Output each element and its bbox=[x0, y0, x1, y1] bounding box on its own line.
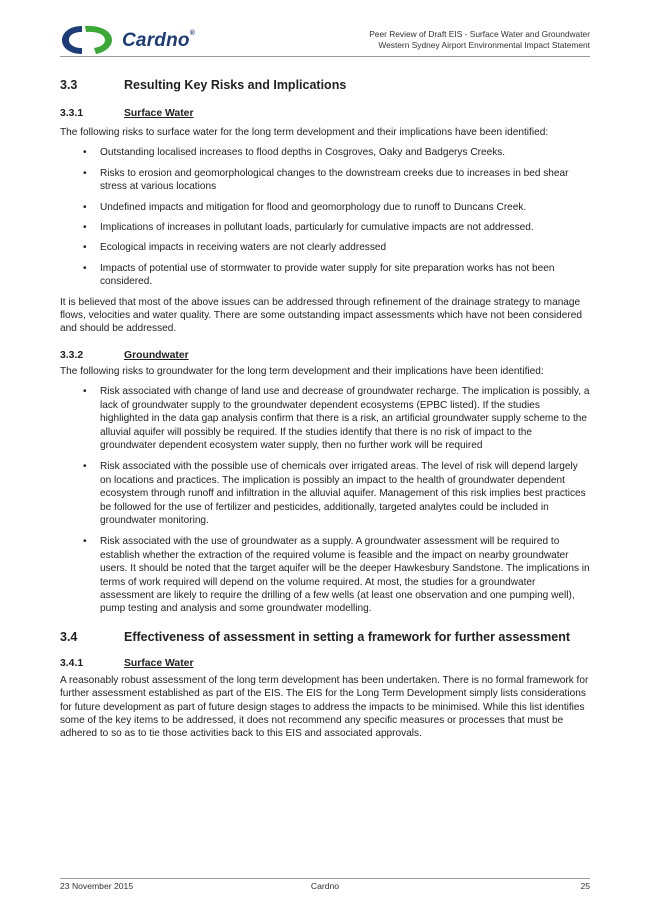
section-title: Resulting Key Risks and Implications bbox=[124, 78, 347, 92]
bullet-icon: • bbox=[83, 386, 87, 398]
subsection-number: 3.3.1 bbox=[60, 108, 84, 119]
paragraph: A reasonably robust assessment of the long term development has been undertaken. There is no formal framework for further assessment established as part of the EIS. The EIS for the Long Term Development simply lists considerations for future development as part of future design stages to address the impacts to be minimised. While this list identifies some of the key items to be addressed, it does not recommend any specific measures or processes that must be adhered to so as to tie those activities back to this EIS and associated approvals. bbox=[60, 674, 589, 740]
cardno-logo bbox=[60, 22, 220, 58]
subsection-title: Groundwater bbox=[124, 349, 189, 361]
section-title: Effectiveness of assessment in setting a framework for further assessment bbox=[124, 629, 570, 644]
bullet-icon: • bbox=[83, 461, 87, 473]
header-rule bbox=[60, 56, 590, 57]
bullet-icon: • bbox=[83, 536, 87, 548]
subsection-number: 3.3.2 bbox=[60, 349, 84, 361]
page-content bbox=[60, 72, 590, 741]
paragraph: It is believed that most of the above issues can be addressed through refinement of the drainage strategy to manage flows, velocities and water quality. There are some outstanding impact assessments which have not been considered and should be addressed. bbox=[60, 296, 582, 335]
bullet-icon: • bbox=[83, 242, 87, 254]
list-item: • Implications of increases in pollutant loads, particularly for cumulative impacts are not addressed. bbox=[83, 222, 534, 234]
subsection-title: Surface Water bbox=[124, 657, 194, 669]
bullet-list bbox=[60, 385, 590, 616]
subsection-heading bbox=[60, 657, 590, 671]
subsection-number: 3.4.1 bbox=[60, 657, 84, 669]
list-item: • Undefined impacts and mitigation for flood and geomorphology due to runoff to Duncans Creek. bbox=[83, 201, 527, 213]
list-item: • Risk associated with change of land use and decrease of groundwater recharge. The implication is possibly, a lack of groundwater supply to the groundwater dependent ecosystems (EPBC listed). If the studies highlighted in the data gap analysis confirm that there is a risk, an artificial groundwater supply scheme to the alluvial aquifer will possibly be required. If the studies identify that there is no risk of impact to the groundwater dependent ecosystem water supply, then no further work will be required bbox=[83, 386, 590, 451]
footer-company: Cardno bbox=[310, 881, 340, 891]
page-footer bbox=[60, 881, 590, 893]
footer-rule bbox=[60, 878, 590, 879]
paragraph: The following risks to surface water for the long term development and their implications have been identified: bbox=[60, 127, 549, 138]
list-item: • Risk associated with the use of groundwater as a supply. A groundwater assessment will be required to establish whether the extraction of the required volume is feasible and the impact on nearby groundwater users. It should be noted that the target aquifer will be the deeper Hawkesbury Sandstone. The implications in terms of work required will depend on the volume required. At most, the studies for a groundwater assessment are likely to require the drilling of a few wells (at least one observation and one pumping well), pump testing and analysis and some groundwater modelling. bbox=[83, 536, 590, 615]
bullet-icon: • bbox=[83, 201, 87, 213]
bullet-icon: • bbox=[83, 222, 87, 234]
bullet-icon: • bbox=[83, 262, 87, 274]
cardno-swoosh-icon bbox=[60, 22, 116, 58]
page-number: 25 bbox=[580, 881, 590, 891]
header-title-line1: Peer Review of Draft EIS - Surface Water and Groundwater bbox=[369, 29, 590, 39]
list-item: • Risks to erosion and geomorphological changes to the downstream creeks due to increases in bed shear stress at various locations bbox=[83, 167, 569, 193]
bullet-icon: • bbox=[83, 147, 87, 159]
section-heading bbox=[60, 77, 590, 93]
section-number: 3.4 bbox=[60, 629, 78, 644]
page-header bbox=[60, 20, 590, 64]
list-item: • Outstanding localised increases to flood depths in Cosgroves, Oaky and Badgerys Creeks. bbox=[83, 147, 506, 159]
subsection-heading bbox=[60, 349, 590, 363]
subsection-title: Surface Water bbox=[124, 108, 194, 119]
subsection-heading bbox=[60, 107, 590, 121]
section-heading bbox=[60, 629, 590, 645]
paragraph: The following risks to groundwater for the long term development and their implications have been identified: bbox=[60, 365, 544, 377]
section-number: 3.3 bbox=[60, 78, 78, 92]
footer-date: 23 November 2015 bbox=[60, 881, 134, 891]
bullet-list bbox=[60, 146, 590, 288]
list-item: • Impacts of potential use of stormwater to provide water supply for site preparation works has not been considered. bbox=[83, 262, 555, 288]
bullet-icon: • bbox=[83, 167, 87, 179]
logo-wordmark: Cardno® bbox=[122, 30, 196, 51]
list-item: • Ecological impacts in receiving waters are not clearly addressed bbox=[83, 242, 387, 254]
list-item: • Risk associated with the possible use of chemicals over irrigated areas. The level of risk will depend largely on locations and practices. The implication is possibly an impact to the health of groundwater dependent ecosystem through runoff and infiltration in the alluvial aquifer. Management of this risk implies best practices be followed for the use of fertilizer and pesticides, additionally, targeted analytes could be included in groundwater monitoring. bbox=[83, 461, 586, 526]
header-title-line2: Western Sydney Airport Environmental Impact Statement bbox=[378, 40, 590, 50]
document-title-block bbox=[369, 29, 590, 51]
